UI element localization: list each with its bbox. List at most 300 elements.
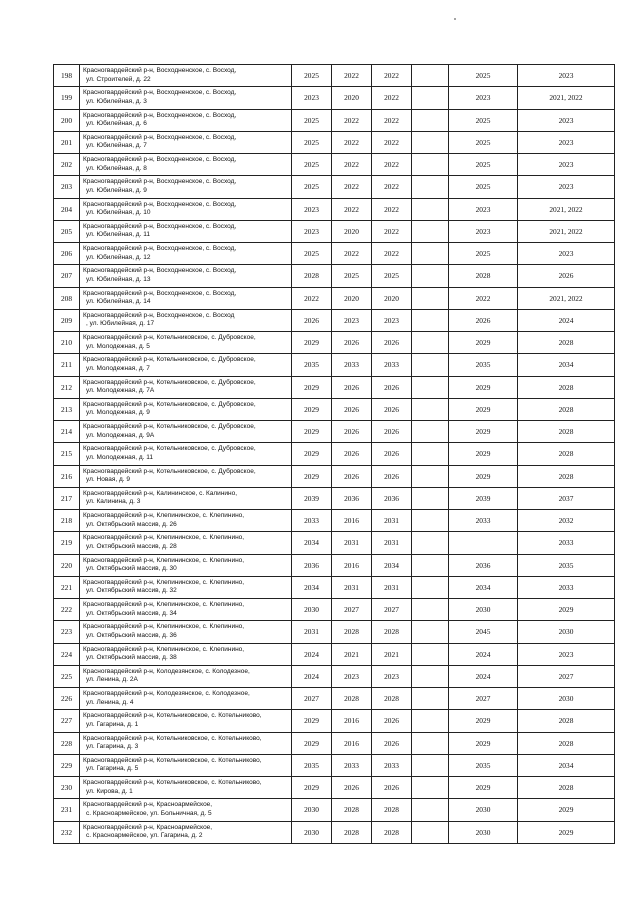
year-col-6-cell: 2037: [518, 487, 615, 509]
year-col-4-cell: [412, 243, 449, 265]
row-number-cell: 213: [54, 398, 80, 420]
row-number-cell: 201: [54, 131, 80, 153]
address-line-2: ул. Молодежная, д. 7А: [86, 387, 155, 395]
table-row: [54, 576, 615, 598]
year-col-6-cell: 2028: [518, 376, 615, 398]
year-col-5-cell: 2030: [449, 599, 518, 621]
year-col-3-cell: 2026: [372, 332, 412, 354]
year-col-3-cell: 2022: [372, 220, 412, 242]
row-number-cell: 204: [54, 198, 80, 220]
year-col-3-cell: 2023: [372, 665, 412, 687]
table-row: [54, 754, 615, 776]
address-line-1: Красногвардейский р-н, Котельниковское, с. Дубровское,: [83, 467, 256, 475]
row-number-cell: 205: [54, 220, 80, 242]
row-number-cell: 220: [54, 554, 80, 576]
table-row: [54, 287, 615, 309]
year-col-2-cell: 2026: [332, 465, 372, 487]
year-col-3-cell: 2020: [372, 287, 412, 309]
address-line-1: Красногвардейский р-н, Восходненское, с. Восход,: [83, 222, 237, 230]
row-number-cell: 225: [54, 665, 80, 687]
year-col-1-cell: 2023: [292, 220, 332, 242]
document-sheet: [53, 64, 614, 844]
year-col-4-cell: [412, 643, 449, 665]
year-col-4-cell: [412, 265, 449, 287]
year-col-3-cell: 2022: [372, 87, 412, 109]
row-number-cell: 221: [54, 576, 80, 598]
address-cell: [80, 220, 292, 242]
address-line-2: ул. Молодежная, д. 7: [86, 364, 150, 372]
table-row: [54, 220, 615, 242]
year-col-3-cell: 2033: [372, 754, 412, 776]
year-col-1-cell: 2029: [292, 332, 332, 354]
year-col-4-cell: [412, 354, 449, 376]
address-cell: [80, 87, 292, 109]
address-line-2: ул. Октябрьский массив, д. 28: [86, 542, 177, 550]
year-col-2-cell: 2025: [332, 265, 372, 287]
year-col-5-cell: 2027: [449, 688, 518, 710]
year-col-3-cell: 2028: [372, 821, 412, 843]
address-line-1: Красногвардейский р-н, Красноармейское,: [83, 801, 213, 809]
address-line-2: ул. Юбилейная, д. 7: [86, 142, 147, 150]
address-line-1: Красногвардейский р-н, Котельниковское, с. Котельниково,: [83, 712, 262, 720]
scan-speck: [454, 18, 456, 20]
address-line-1: Красногвардейский р-н, Восходненское, с. Восход,: [83, 178, 237, 186]
year-col-3-cell: 2022: [372, 198, 412, 220]
year-col-6-cell: 2023: [518, 131, 615, 153]
year-col-5-cell: 2025: [449, 65, 518, 87]
row-number-cell: 215: [54, 443, 80, 465]
row-number-cell: 227: [54, 710, 80, 732]
year-col-1-cell: 2039: [292, 487, 332, 509]
year-col-3-cell: 2022: [372, 65, 412, 87]
year-col-6-cell: 2021, 2022: [518, 198, 615, 220]
table-row: [54, 198, 615, 220]
year-col-6-cell: 2023: [518, 176, 615, 198]
address-line-1: Красногвардейский р-н, Колодезянское, с. Колодезное,: [83, 667, 250, 675]
year-col-1-cell: 2029: [292, 376, 332, 398]
year-col-6-cell: 2032: [518, 510, 615, 532]
year-col-1-cell: 2025: [292, 65, 332, 87]
address-line-2: ул. Молодежная, д. 9: [86, 409, 150, 417]
year-col-4-cell: [412, 576, 449, 598]
year-col-1-cell: 2025: [292, 176, 332, 198]
address-line-2: ул. Ленина, д. 4: [86, 698, 134, 706]
address-cell: [80, 643, 292, 665]
year-col-2-cell: 2027: [332, 599, 372, 621]
year-col-1-cell: 2035: [292, 754, 332, 776]
row-number-cell: 229: [54, 754, 80, 776]
year-col-6-cell: 2033: [518, 576, 615, 598]
year-col-1-cell: 2029: [292, 421, 332, 443]
address-line-1: Красногвардейский р-н, Клепининское, с. Клепинино,: [83, 623, 245, 631]
table-row: [54, 65, 615, 87]
year-col-3-cell: 2022: [372, 154, 412, 176]
row-number-cell: 212: [54, 376, 80, 398]
year-col-6-cell: 2024: [518, 309, 615, 331]
year-col-2-cell: 2021: [332, 643, 372, 665]
address-cell: [80, 309, 292, 331]
table-row: [54, 665, 615, 687]
address-line-1: Красногвардейский р-н, Клепининское, с. Клепинино,: [83, 601, 245, 609]
row-number-cell: 219: [54, 532, 80, 554]
year-col-4-cell: [412, 465, 449, 487]
year-col-4-cell: [412, 532, 449, 554]
table-row: [54, 109, 615, 131]
year-col-4-cell: [412, 65, 449, 87]
table-row: [54, 510, 615, 532]
year-col-4-cell: [412, 309, 449, 331]
address-cell: [80, 65, 292, 87]
row-number-cell: 203: [54, 176, 80, 198]
table-row: [54, 732, 615, 754]
address-line-1: Красногвардейский р-н, Восходненское, с. Восход,: [83, 156, 237, 164]
row-number-cell: 209: [54, 309, 80, 331]
year-col-2-cell: 2022: [332, 243, 372, 265]
address-cell: [80, 710, 292, 732]
address-line-1: Красногвардейский р-н, Восходненское, с. Восход,: [83, 267, 237, 275]
table-row: [54, 87, 615, 109]
year-col-1-cell: 2025: [292, 154, 332, 176]
year-col-5-cell: 2023: [449, 220, 518, 242]
year-col-1-cell: 2023: [292, 198, 332, 220]
address-line-2: ул. Октябрьский массив, д. 34: [86, 609, 177, 617]
year-col-3-cell: 2028: [372, 621, 412, 643]
table-row: [54, 621, 615, 643]
year-col-2-cell: 2022: [332, 65, 372, 87]
address-cell: [80, 465, 292, 487]
year-col-2-cell: 2022: [332, 131, 372, 153]
year-col-3-cell: 2036: [372, 487, 412, 509]
year-col-4-cell: [412, 87, 449, 109]
year-col-3-cell: 2028: [372, 688, 412, 710]
year-col-2-cell: 2026: [332, 777, 372, 799]
year-col-6-cell: 2029: [518, 799, 615, 821]
year-col-1-cell: 2025: [292, 243, 332, 265]
address-line-2: ул. Кирова, д. 1: [86, 787, 133, 795]
address-line-1: Красногвардейский р-н, Котельниковское, с. Дубровское,: [83, 400, 256, 408]
address-line-1: Красногвардейский р-н, Котельниковское, с. Дубровское,: [83, 356, 256, 364]
year-col-5-cell: 2033: [449, 510, 518, 532]
address-line-1: Красногвардейский р-н, Красноармейское,: [83, 823, 213, 831]
address-cell: [80, 198, 292, 220]
year-col-4-cell: [412, 198, 449, 220]
year-col-6-cell: 2035: [518, 554, 615, 576]
row-number-cell: 199: [54, 87, 80, 109]
address-cell: [80, 665, 292, 687]
year-col-4-cell: [412, 376, 449, 398]
year-col-3-cell: 2031: [372, 510, 412, 532]
address-cell: [80, 621, 292, 643]
address-cell: [80, 599, 292, 621]
address-line-1: Красногвардейский р-н, Котельниковское, с. Котельниково,: [83, 734, 262, 742]
year-col-4-cell: [412, 799, 449, 821]
table-row: [54, 487, 615, 509]
year-col-2-cell: 2028: [332, 799, 372, 821]
row-number-cell: 226: [54, 688, 80, 710]
address-line-2: ул. Ленина, д. 2А: [86, 676, 138, 684]
row-number-cell: 223: [54, 621, 80, 643]
year-col-5-cell: 2035: [449, 354, 518, 376]
year-col-4-cell: [412, 621, 449, 643]
address-line-1: Красногвардейский р-н, Восходненское, с. Восход,: [83, 289, 237, 297]
address-cell: [80, 398, 292, 420]
year-col-6-cell: 2023: [518, 65, 615, 87]
address-cell: [80, 576, 292, 598]
table-row: [54, 376, 615, 398]
table-row: [54, 265, 615, 287]
address-line-1: Красногвардейский р-н, Котельниковское, с. Дубровское,: [83, 378, 256, 386]
table-row: [54, 465, 615, 487]
year-col-5-cell: 2029: [449, 376, 518, 398]
year-col-3-cell: 2022: [372, 176, 412, 198]
year-col-1-cell: 2029: [292, 710, 332, 732]
address-line-2: ул. Молодежная, д. 5: [86, 342, 150, 350]
year-col-3-cell: 2022: [372, 109, 412, 131]
year-col-3-cell: 2026: [372, 465, 412, 487]
year-col-5-cell: 2030: [449, 821, 518, 843]
year-col-5-cell: 2029: [449, 332, 518, 354]
address-cell: [80, 287, 292, 309]
year-col-4-cell: [412, 287, 449, 309]
address-line-1: Красногвардейский р-н, Колодезянское, с. Колодезное,: [83, 690, 250, 698]
year-col-6-cell: 2023: [518, 243, 615, 265]
year-col-2-cell: 2022: [332, 109, 372, 131]
address-cell: [80, 243, 292, 265]
address-line-1: Красногвардейский р-н, Восходненское, с. Восход,: [83, 89, 237, 97]
year-col-3-cell: 2026: [372, 732, 412, 754]
year-col-2-cell: 2026: [332, 332, 372, 354]
year-col-4-cell: [412, 398, 449, 420]
year-col-5-cell: 2035: [449, 754, 518, 776]
address-line-2: ул. Юбилейная, д. 3: [86, 97, 147, 105]
address-cell: [80, 265, 292, 287]
row-number-cell: 206: [54, 243, 80, 265]
address-cell: [80, 354, 292, 376]
year-col-4-cell: [412, 599, 449, 621]
year-col-1-cell: 2022: [292, 287, 332, 309]
address-line-2: ул. Октябрьский массив, д. 38: [86, 654, 177, 662]
year-col-2-cell: 2026: [332, 376, 372, 398]
year-col-4-cell: [412, 487, 449, 509]
year-col-4-cell: [412, 443, 449, 465]
year-col-6-cell: 2023: [518, 643, 615, 665]
table-row: [54, 243, 615, 265]
year-col-1-cell: 2029: [292, 443, 332, 465]
row-number-cell: 202: [54, 154, 80, 176]
table-row: [54, 554, 615, 576]
address-cell: [80, 532, 292, 554]
address-cell: [80, 131, 292, 153]
year-col-2-cell: 2023: [332, 665, 372, 687]
year-col-3-cell: 2026: [372, 398, 412, 420]
year-col-5-cell: 2029: [449, 710, 518, 732]
address-line-1: Красногвардейский р-н, Восходненское, с. Восход,: [83, 111, 237, 119]
row-number-cell: 200: [54, 109, 80, 131]
table-row: [54, 710, 615, 732]
year-col-1-cell: 2030: [292, 799, 332, 821]
year-col-1-cell: 2025: [292, 109, 332, 131]
year-col-1-cell: 2034: [292, 576, 332, 598]
year-col-6-cell: 2028: [518, 732, 615, 754]
year-col-5-cell: 2025: [449, 109, 518, 131]
address-line-1: Красногвардейский р-н, Восходненское, с. Восход,: [83, 67, 237, 75]
year-col-4-cell: [412, 510, 449, 532]
year-col-2-cell: 2020: [332, 220, 372, 242]
year-col-6-cell: 2029: [518, 599, 615, 621]
address-line-1: Красногвардейский р-н, Калининское, с. Калинино,: [83, 489, 238, 497]
year-col-5-cell: 2026: [449, 309, 518, 331]
housing-repair-table: [53, 64, 615, 844]
address-cell: [80, 332, 292, 354]
year-col-3-cell: 2027: [372, 599, 412, 621]
table-row: [54, 131, 615, 153]
row-number-cell: 198: [54, 65, 80, 87]
year-col-5-cell: 2029: [449, 398, 518, 420]
address-line-1: Красногвардейский р-н, Котельниковское, с. Котельниково,: [83, 756, 262, 764]
year-col-3-cell: 2026: [372, 421, 412, 443]
year-col-3-cell: 2026: [372, 376, 412, 398]
year-col-2-cell: 2033: [332, 754, 372, 776]
year-col-1-cell: 2030: [292, 599, 332, 621]
year-col-1-cell: 2033: [292, 510, 332, 532]
year-col-6-cell: 2026: [518, 265, 615, 287]
row-number-cell: 214: [54, 421, 80, 443]
year-col-5-cell: 2028: [449, 265, 518, 287]
year-col-2-cell: 2026: [332, 443, 372, 465]
year-col-4-cell: [412, 131, 449, 153]
address-line-1: Красногвардейский р-н, Восходненское, с. Восход,: [83, 200, 237, 208]
year-col-1-cell: 2036: [292, 554, 332, 576]
table-row: [54, 154, 615, 176]
year-col-5-cell: 2024: [449, 643, 518, 665]
address-cell: [80, 109, 292, 131]
year-col-5-cell: 2025: [449, 176, 518, 198]
address-cell: [80, 154, 292, 176]
year-col-3-cell: 2022: [372, 131, 412, 153]
year-col-6-cell: 2034: [518, 354, 615, 376]
year-col-2-cell: 2016: [332, 510, 372, 532]
year-col-4-cell: [412, 754, 449, 776]
address-cell: [80, 821, 292, 843]
year-col-2-cell: 2022: [332, 154, 372, 176]
year-col-1-cell: 2035: [292, 354, 332, 376]
year-col-4-cell: [412, 554, 449, 576]
year-col-5-cell: 2034: [449, 576, 518, 598]
table-row: [54, 688, 615, 710]
year-col-4-cell: [412, 421, 449, 443]
table-row: [54, 532, 615, 554]
address-line-2: ул. Строителей, д. 22: [86, 75, 151, 83]
address-cell: [80, 777, 292, 799]
year-col-2-cell: 2036: [332, 487, 372, 509]
year-col-5-cell: 2036: [449, 554, 518, 576]
year-col-2-cell: 2020: [332, 87, 372, 109]
year-col-1-cell: 2034: [292, 532, 332, 554]
year-col-3-cell: 2031: [372, 532, 412, 554]
year-col-2-cell: 2028: [332, 688, 372, 710]
address-line-1: Красногвардейский р-н, Котельниковское, с. Дубровское,: [83, 423, 256, 431]
year-col-6-cell: 2033: [518, 532, 615, 554]
year-col-2-cell: 2028: [332, 821, 372, 843]
year-col-2-cell: 2016: [332, 710, 372, 732]
year-col-1-cell: 2023: [292, 87, 332, 109]
year-col-6-cell: 2030: [518, 621, 615, 643]
year-col-6-cell: 2027: [518, 665, 615, 687]
table-row: [54, 799, 615, 821]
address-line-2: ул. Гагарина, д. 3: [86, 743, 139, 751]
year-col-6-cell: 2028: [518, 710, 615, 732]
table-row: [54, 354, 615, 376]
year-col-2-cell: 2028: [332, 621, 372, 643]
year-col-5-cell: 2024: [449, 665, 518, 687]
year-col-2-cell: 2022: [332, 198, 372, 220]
year-col-1-cell: 2029: [292, 777, 332, 799]
address-line-2: ул. Юбилейная, д. 10: [86, 209, 151, 217]
year-col-1-cell: 2027: [292, 688, 332, 710]
year-col-5-cell: 2029: [449, 443, 518, 465]
table-row: [54, 421, 615, 443]
year-col-1-cell: 2030: [292, 821, 332, 843]
address-line-2: ул. Юбилейная, д. 13: [86, 275, 151, 283]
address-line-2: ул. Гагарина, д. 5: [86, 765, 139, 773]
year-col-5-cell: 2025: [449, 154, 518, 176]
year-col-4-cell: [412, 777, 449, 799]
address-line-1: Красногвардейский р-н, Котельниковское, с. Дубровское,: [83, 334, 256, 342]
year-col-3-cell: 2026: [372, 777, 412, 799]
address-cell: [80, 732, 292, 754]
year-col-3-cell: 2028: [372, 799, 412, 821]
address-cell: [80, 421, 292, 443]
table-row: [54, 443, 615, 465]
year-col-3-cell: 2031: [372, 576, 412, 598]
year-col-2-cell: 2022: [332, 176, 372, 198]
address-line-1: Красногвардейский р-н, Котельниковское, с. Котельниково,: [83, 779, 262, 787]
address-line-2: ул. Октябрьский массив, д. 36: [86, 631, 177, 639]
year-col-5-cell: 2025: [449, 243, 518, 265]
year-col-5-cell: 2023: [449, 87, 518, 109]
table-row: [54, 599, 615, 621]
address-cell: [80, 754, 292, 776]
year-col-5-cell: 2023: [449, 198, 518, 220]
year-col-1-cell: 2026: [292, 309, 332, 331]
address-line-2: с. Красноармейское, ул. Больничная, д. 5: [86, 809, 212, 817]
year-col-6-cell: 2023: [518, 154, 615, 176]
address-line-2: с. Красноармейское, ул. Гагарина, д. 2: [86, 832, 203, 840]
year-col-2-cell: 2020: [332, 287, 372, 309]
year-col-2-cell: 2026: [332, 398, 372, 420]
row-number-cell: 216: [54, 465, 80, 487]
year-col-1-cell: 2029: [292, 398, 332, 420]
address-line-2: ул. Юбилейная, д. 9: [86, 186, 147, 194]
address-cell: [80, 688, 292, 710]
year-col-1-cell: 2028: [292, 265, 332, 287]
address-cell: [80, 799, 292, 821]
year-col-1-cell: 2029: [292, 732, 332, 754]
address-line-1: Красногвардейский р-н, Клепининское, с. Клепинино,: [83, 556, 245, 564]
year-col-2-cell: 2016: [332, 732, 372, 754]
address-line-2: ул. Калинина, д. 3: [86, 498, 141, 506]
address-line-2: ул. Юбилейная, д. 11: [86, 231, 150, 239]
row-number-cell: 224: [54, 643, 80, 665]
year-col-6-cell: 2034: [518, 754, 615, 776]
year-col-4-cell: [412, 332, 449, 354]
address-line-1: Красногвардейский р-н, Котельниковское, с. Дубровское,: [83, 445, 256, 453]
year-col-1-cell: 2025: [292, 131, 332, 153]
row-number-cell: 232: [54, 821, 80, 843]
year-col-1-cell: 2024: [292, 643, 332, 665]
row-number-cell: 210: [54, 332, 80, 354]
address-line-2: ул. Юбилейная, д. 8: [86, 164, 147, 172]
